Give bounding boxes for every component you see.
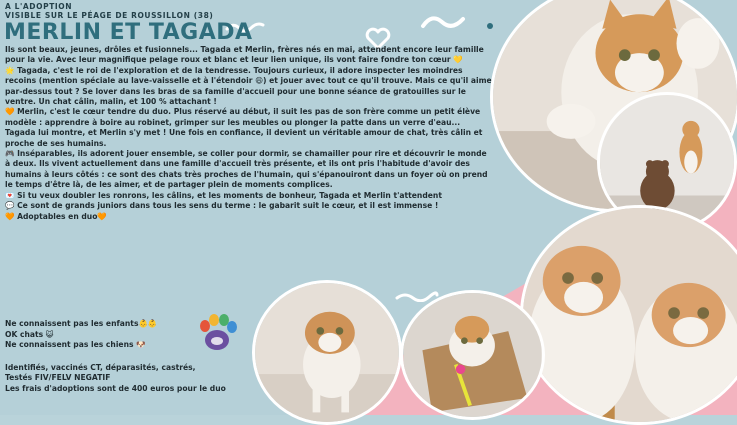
footer-children: Ne connaissent pas les enfants👶👶 <box>5 319 158 328</box>
footer-fees: Les frais d'adoptions sont de 400 euros pour le duo <box>5 383 226 393</box>
kicker-line2: VISIBLE SUR LE PÉAGE DE ROUSSILLON (38) <box>5 11 214 20</box>
description <box>5 45 493 222</box>
paragraph-tagada: 🌟 Tagada, c'est le roi de l'exploration et de la tendresse. Toujours curieux, il adore inspecter les moindres recoins (mention spéciale au lave-vaisselle et à l'étendoir 😄) et jouer avec tout ce qu'il trouve. Mais ce qu'il aime par-dessus tout ? Se lover dans les bras de sa famille d'accueil pour une bonne séance de gratouilles sur le ventre. Un chat câlin, malin, et 100 % attachant ! <box>5 65 492 107</box>
paragraph-invite: 💌 Si tu veux doubler les ronrons, les câlins, et les moments de bonheur, Tagada et Merlin t'attendent <box>5 190 442 200</box>
footer-cats: OK chats 😺 <box>5 329 54 339</box>
footer-dogs: Ne connaissent pas les chiens 🐶 <box>5 340 146 349</box>
kicker <box>5 2 213 20</box>
sparkle-icon <box>484 20 496 32</box>
wave-squiggle-icon <box>420 12 466 30</box>
cat-photo-walking <box>252 280 402 425</box>
footer-tests: Testés FIV/FELV NEGATIF <box>5 373 111 382</box>
paragraph-intro: Ils sont beaux, jeunes, drôles et fusionnels... Tagada et Merlin, frères nés en mai, attendent encore leur famille pour la vie. Avec leur magnifique pelage roux et blanc et leur lien unique, ils vont faire fondre ton cœur 💛 <box>5 45 484 65</box>
footer-health: Identifiés, vaccinés CT, déparasités, castrés, <box>5 362 196 372</box>
paw-logo-icon <box>195 312 239 356</box>
cat-photo-box <box>400 290 545 420</box>
kicker-line1: A L'ADOPTION <box>5 2 73 11</box>
page-title: MERLIN ET TAGADA <box>4 20 253 45</box>
paragraph-duo: 🧡 Adoptables en duo🧡 <box>5 211 107 221</box>
paragraph-together: 🎮 Inséparables, ils adorent jouer ensemble, se coller pour dormir, se chamailler pour rire et découvrir le monde à deux. Ils vivent actuellement dans une famille d'accueil très présente, et ils ont pris l'habitude d'avoir des humains à leurs côtés : ce sont des chats très proches de l'humain, qui s'épanouiront dans un foyer où on prend le temps d'être là, de les aimer, et de partager plein de moments complices. <box>5 149 488 190</box>
paragraph-size: 💬 Ce sont de grands juniors dans tous les sens du terme : le gabarit suit le cœur, et il est immense ! <box>5 201 439 211</box>
paragraph-merlin: 🧡 Merlin, c'est le cœur tendre du duo. Plus réservé au début, il suit les pas de son frère comme un petit élève modèle : apprendre à boire au robinet, grimper sur les meubles ou plonger la patte dans un verre d'eau... Tagada lui montre, et Merlin s'y met ! Une fois en confiance, il devient un véritable amour de chat, très câlin et proche de ses humains. <box>5 107 483 148</box>
